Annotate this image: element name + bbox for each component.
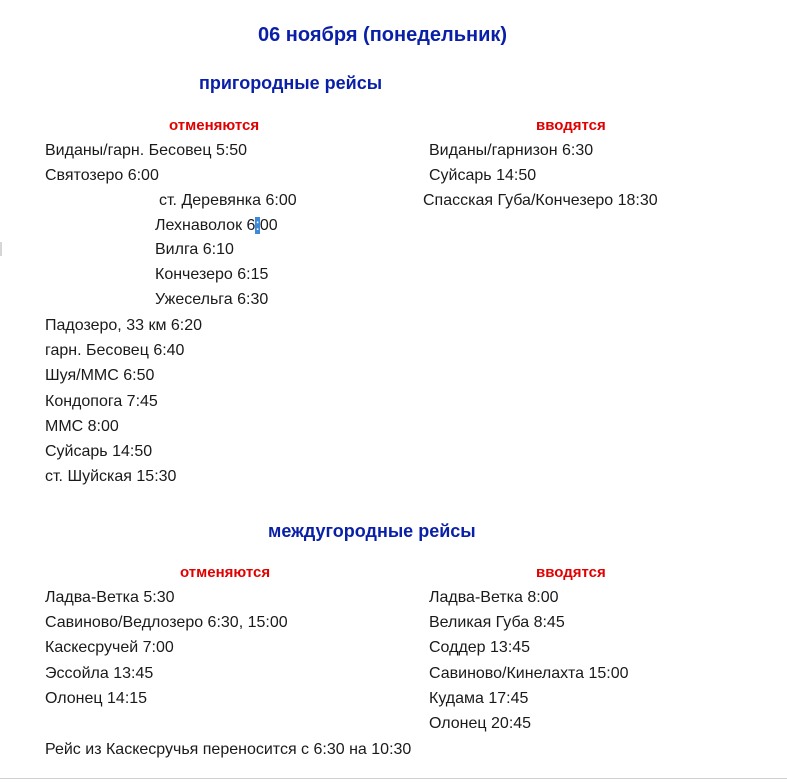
intercity-added-heading: вводятся: [536, 564, 606, 581]
suburban-cancelled-subitem: Ужесельга 6:30: [155, 291, 269, 308]
text-part: 00: [259, 217, 278, 234]
suburban-cancelled-subitem: Вилга 6:10: [155, 241, 234, 258]
intercity-added-item: Олонец 20:45: [429, 715, 532, 732]
suburban-cancelled-heading: отменяются: [169, 117, 260, 134]
intercity-added-item: Кудама 17:45: [429, 690, 529, 707]
suburban-cancelled-subitem: Кончезеро 6:15: [155, 266, 269, 283]
reschedule-note: Рейс из Каскесручья переносится с 6:30 на 10:30: [45, 741, 412, 758]
suburban-cancelled-item: Падозеро, 33 км 6:20: [45, 317, 203, 334]
bottom-divider: [0, 778, 787, 779]
intercity-cancelled-heading: отменяются: [180, 564, 271, 581]
suburban-cancelled-item: Святозеро 6:00: [45, 167, 159, 184]
intercity-cancelled-item: Каскесручей 7:00: [45, 639, 174, 656]
suburban-section-title: пригородные рейсы: [199, 73, 383, 93]
suburban-cancelled-item: ст. Шуйская 15:30: [45, 468, 177, 485]
intercity-cancelled-item: Савиново/Ведлозеро 6:30, 15:00: [45, 614, 288, 631]
intercity-cancelled-item: Эссойла 13:45: [45, 665, 154, 682]
suburban-cancelled-subitem: ст. Деревянка 6:00: [159, 192, 297, 209]
text-part: Лехнаволок 6: [155, 217, 256, 234]
suburban-added-heading: вводятся: [536, 117, 606, 134]
intercity-added-item: Великая Губа 8:45: [429, 614, 565, 631]
suburban-cancelled-item: Кондопога 7:45: [45, 393, 158, 410]
suburban-added-item: Спасская Губа/Кончезеро 18:30: [423, 192, 658, 209]
text-selection-highlight: :: [255, 217, 260, 234]
suburban-added-item: Суйсарь 14:50: [429, 167, 537, 184]
intercity-added-item: Савиново/Кинелахта 15:00: [429, 665, 629, 682]
suburban-cancelled-item: гарн. Бесовец 6:40: [45, 342, 185, 359]
suburban-added-item: Виданы/гарнизон 6:30: [429, 142, 594, 159]
intercity-cancelled-item: Ладва-Ветка 5:30: [45, 589, 175, 606]
suburban-cancelled-item: Шуя/ММС 6:50: [45, 367, 155, 384]
suburban-cancelled-item: Виданы/гарн. Бесовец 5:50: [45, 142, 248, 159]
suburban-cancelled-item: ММС 8:00: [45, 418, 119, 435]
intercity-added-item: Соддер 13:45: [429, 639, 531, 656]
edge-marker: [0, 242, 2, 256]
suburban-cancelled-subitem-selected: [155, 217, 278, 235]
intercity-cancelled-item: Олонец 14:15: [45, 690, 148, 707]
suburban-cancelled-item: Суйсарь 14:50: [45, 443, 153, 460]
intercity-section-title: междугородные рейсы: [268, 521, 476, 541]
intercity-added-item: Ладва-Ветка 8:00: [429, 589, 559, 606]
page-title: 06 ноября (понедельник): [258, 24, 508, 46]
